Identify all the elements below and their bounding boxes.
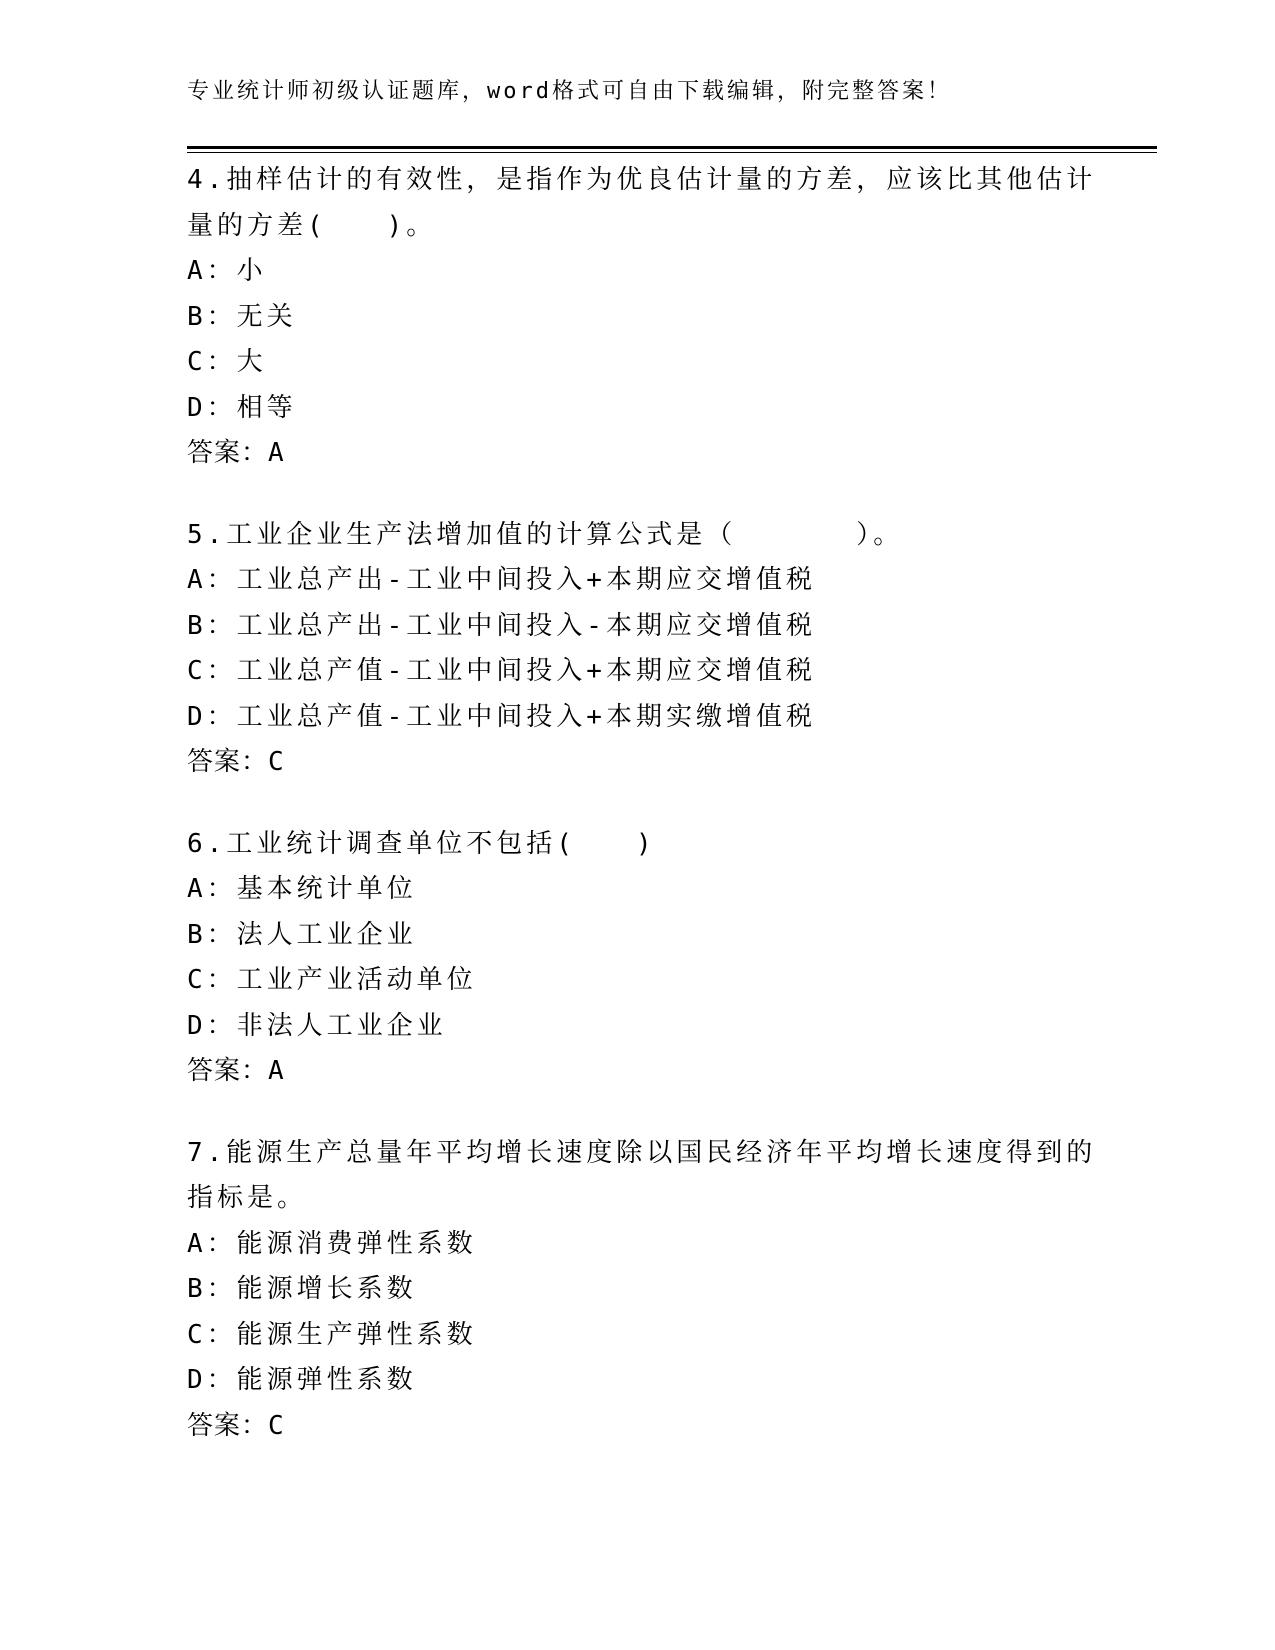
question-5 bbox=[187, 513, 1087, 786]
option-d: D：相等 bbox=[187, 392, 297, 423]
question-stem: 6.工业统计调查单位不包括( ) bbox=[187, 828, 656, 859]
answer-label: 答案： bbox=[187, 1056, 269, 1086]
option-d: D：工业总产值-工业中间投入+本期实缴增值税 bbox=[187, 701, 816, 732]
answer-label: 答案： bbox=[187, 1410, 269, 1441]
question-list bbox=[187, 158, 1097, 1485]
option-c: C：能源生产弹性系数 bbox=[187, 1319, 477, 1350]
option-d: D：非法人工业企业 bbox=[187, 1010, 447, 1041]
question-stem: 4.抽样估计的有效性，是指作为优良估计量的方差，应该比其他估计 bbox=[187, 165, 1097, 195]
question-4 bbox=[187, 158, 1097, 477]
option-b: B：工业总产出-工业中间投入-本期应交增值税 bbox=[187, 610, 816, 641]
question-stem: 量的方差( )。 bbox=[187, 210, 437, 241]
question-7 bbox=[187, 1131, 1097, 1450]
option-b: B：无关 bbox=[187, 301, 297, 332]
question-stem: 7.能源生产总量年平均增长速度除以国民经济年平均增长速度得到的 bbox=[187, 1137, 1097, 1168]
answer-label: 答案： bbox=[187, 747, 269, 777]
option-a: A：基本统计单位 bbox=[187, 874, 417, 904]
option-b: B：能源增长系数 bbox=[187, 1274, 417, 1304]
page-header: 专业统计师初级认证题库，word格式可自由下载编辑，附完整答案！ bbox=[187, 79, 952, 104]
option-d: D：能源弹性系数 bbox=[187, 1365, 417, 1395]
header-rule-thin bbox=[187, 152, 1157, 153]
answer-line bbox=[187, 740, 1087, 786]
header-rule-thick bbox=[187, 146, 1157, 149]
question-stem: 5.工业企业生产法增加值的计算公式是（ ）。 bbox=[187, 519, 904, 550]
option-c: C：大 bbox=[187, 347, 267, 377]
option-a: A：小 bbox=[187, 256, 267, 286]
question-stem: 指标是。 bbox=[187, 1183, 308, 1213]
option-a: A：能源消费弹性系数 bbox=[187, 1228, 477, 1259]
answer-value: A bbox=[268, 438, 285, 468]
answer-value: A bbox=[268, 1056, 285, 1086]
option-c: C：工业产业活动单位 bbox=[187, 965, 477, 995]
answer-label: 答案： bbox=[187, 438, 269, 468]
option-a: A：工业总产出-工业中间投入+本期应交增值税 bbox=[187, 565, 816, 595]
answer-value: C bbox=[268, 1410, 285, 1441]
answer-line bbox=[187, 1049, 1087, 1095]
answer-value: C bbox=[268, 747, 285, 777]
answer-line bbox=[187, 431, 1087, 477]
question-6 bbox=[187, 822, 1087, 1095]
option-b: B：法人工业企业 bbox=[187, 919, 417, 950]
option-c: C：工业总产值-工业中间投入+本期应交增值税 bbox=[187, 656, 816, 686]
answer-line bbox=[187, 1404, 1087, 1450]
